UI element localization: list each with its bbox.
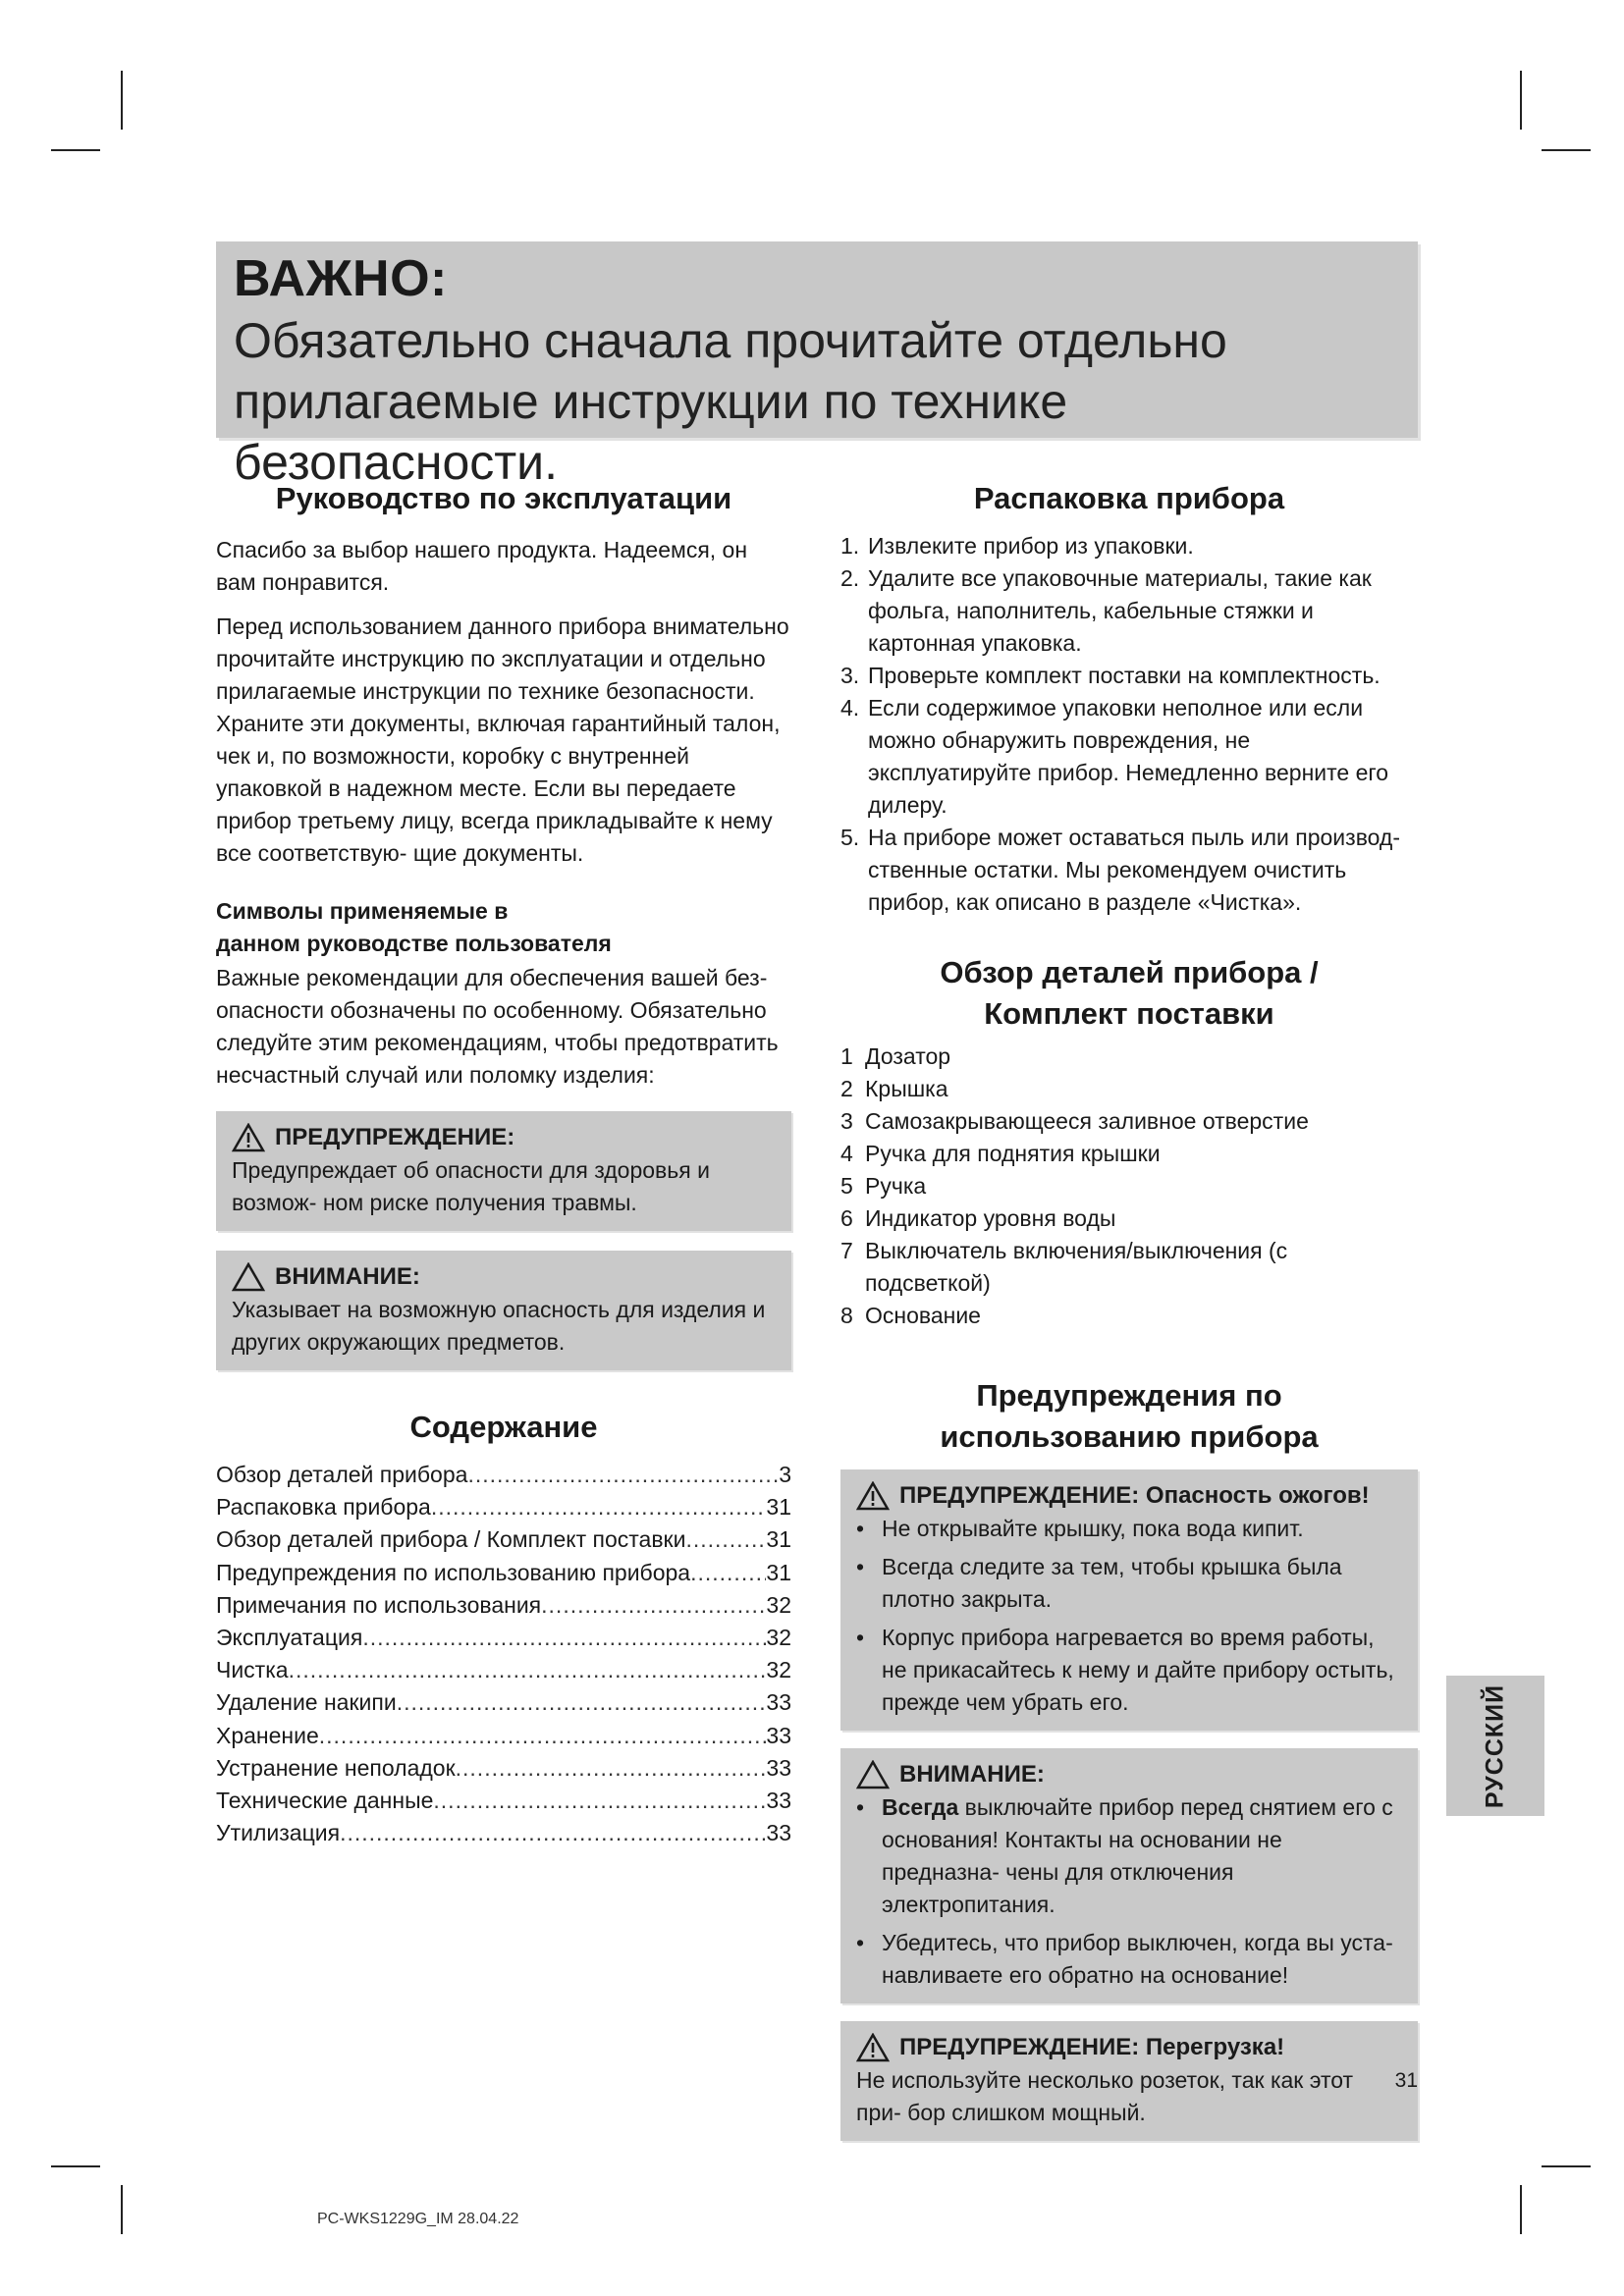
crop-mark (121, 71, 123, 130)
banner-text: Обязательно сначала прочитайте отдельно прилагаемые инструкции по технике безопасности. (234, 313, 1227, 490)
warning-triangle-icon (856, 2033, 890, 2062)
caution-triangle-icon (856, 1760, 890, 1789)
burn-warning-item: • Всегда следите за тем, чтобы крышка была плотно закрыта. (856, 1554, 1342, 1612)
parts-item: 6 Индикатор уровня воды (840, 1205, 1116, 1231)
symbols-title-line1: Символы применяемые в (216, 898, 509, 924)
overload-warning-text: Не используйте несколько розеток, так как этот при- бор слишком мощный. (856, 2067, 1354, 2125)
burn-warning-box (840, 1469, 1418, 1731)
parts-item: 5 Ручка (840, 1173, 927, 1199)
warning-symbol-text: Предупреждает об опасности для здоровья и возмож- ном риске получения травмы. (232, 1157, 710, 1215)
parts-item: 1 Дозатор (840, 1043, 951, 1069)
parts-item: 8 Основание (840, 1303, 981, 1328)
parts-item: 2 Крышка (840, 1076, 948, 1101)
toc-item: Обзор деталей прибора ..... 3 (216, 1459, 791, 1491)
caution-symbol-text: Указывает на возможную опасность для изделия и других окружающих предметов. (232, 1297, 766, 1355)
toc-item: Примечания по использования ..... 32 (216, 1589, 791, 1622)
symbols-text: Важные рекомендации для обеспечения вашей без- опасности обозначены по особенному. Обязательно следуйте этим рекомендациям, чтобы предотвратить несчастный случай или поломку изделия: (216, 965, 779, 1088)
unpacking-list (840, 530, 1418, 919)
unpacking-title: Распаковка прибора (973, 481, 1285, 515)
overload-warning-title: ПРЕДУПРЕЖДЕНИЕ: Перегрузка! (899, 2034, 1285, 2060)
usage-warnings-title-line1: Предупреждения по (976, 1378, 1282, 1413)
warning-triangle-icon (856, 1481, 890, 1511)
parts-list (840, 1041, 1418, 1332)
caution-symbol-box (216, 1251, 791, 1370)
toc-item: Чистка ..... 32 (216, 1654, 791, 1686)
toc-list (216, 1459, 791, 1849)
right-column (840, 481, 1418, 2141)
toc-item: Предупреждения по использованию прибора ..... 31 (216, 1557, 791, 1589)
toc-item: Обзор деталей прибора / Комплект поставки ..... 31 (216, 1523, 791, 1556)
crop-mark (1542, 2165, 1591, 2167)
caution-symbol-title: ВНИМАНИЕ: (275, 1263, 420, 1290)
toc-item: Распаковка прибора ..... 31 (216, 1491, 791, 1523)
left-column (216, 481, 791, 1849)
footer-doc-id: PC-WKS1229G_IM 28.04.22 (317, 2211, 519, 2227)
toc-item: Удаление накипи ..... 33 (216, 1686, 791, 1719)
crop-mark (51, 2165, 100, 2167)
warning-symbol-title: ПРЕДУПРЕЖДЕНИЕ: (275, 1124, 515, 1150)
toc-title: Содержание (409, 1410, 598, 1444)
manual-instructions: Перед использованием данного прибора внимательно прочитайте инструкцию по эксплуатации и отдельно прилагаемые инструкции по технике безопасности. Храните эти документы, включая гарантийный талон, чек и, по возможности, коробку с внутренней упаковкой в надежном месте. Если вы передаете прибор третьему лицу, всегда прикладывайте к нему все соответствую- щие документы. (216, 614, 789, 866)
toc-item: Хранение ..... 33 (216, 1720, 791, 1752)
overload-warning-box (840, 2021, 1418, 2141)
toc-item: Эксплуатация ..... 32 (216, 1622, 791, 1654)
crop-mark (1542, 149, 1591, 151)
burn-warning-item: • Корпус прибора нагревается во время работы, не прикасайтесь к нему и дайте прибору остыть, прежде чем убрать его. (856, 1625, 1394, 1715)
banner-title: ВАЖНО: (234, 250, 448, 307)
burn-warning-item: • Не открывайте крышку, пока вода кипит. (856, 1516, 1304, 1541)
manual-intro: Спасибо за выбор нашего продукта. Надеемся, он вам понравится. (216, 537, 748, 595)
language-label: РУССКИЙ (1481, 1683, 1509, 1808)
warning-symbol-box (216, 1111, 791, 1231)
unpacking-step: 4. Если содержимое упаковки неполное или если можно обнаружить повреждения, не эксплуатируйте прибор. Немедленно верните его дилеру. (840, 695, 1389, 818)
manual-title: Руководство по эксплуатации (275, 481, 732, 515)
toc-item: Устранение неполадок ..... 33 (216, 1752, 791, 1785)
parts-title-line2: Комплект поставки (984, 996, 1274, 1031)
unpacking-step: 1. Извлеките прибор из упаковки. (840, 533, 1194, 559)
unpacking-step: 3. Проверьте комплект поставки на комплектность. (840, 663, 1380, 688)
crop-mark (51, 149, 100, 151)
caution-triangle-icon (232, 1262, 265, 1292)
unpacking-step: 5. На приборе может оставаться пыль или производ- ственные остатки. Мы рекомендуем очистить прибор, как описано в разделе «Чистка». (840, 825, 1401, 915)
unpacking-step: 2. Удалите все упаковочные материалы, такие как фольга, наполнитель, кабельные стяжки и картонная упаковка. (840, 565, 1372, 656)
caution-box (840, 1748, 1418, 2003)
symbols-title-line2: данном руководстве пользователя (216, 931, 612, 956)
caution-item: • Всегда выключайте прибор перед снятием его с основания! Контакты на основании не предназна- чены для отключения электропитания. (856, 1794, 1393, 1917)
caution-item: • Убедитесь, что прибор выключен, когда вы уста- навливаете его обратно на основание! (856, 1930, 1393, 1988)
crop-mark (121, 2185, 123, 2234)
parts-item: 3 Самозакрывающееся заливное отверстие (840, 1108, 1309, 1134)
warning-triangle-icon (232, 1123, 265, 1152)
toc-item: Утилизация ..... 33 (216, 1817, 791, 1849)
language-side-tab (1446, 1676, 1544, 1816)
usage-warnings-title-line2: использованию прибора (940, 1419, 1319, 1454)
crop-mark (1520, 2185, 1522, 2234)
parts-item: 7 Выключатель включения/выключения (с подсветкой) (840, 1238, 1288, 1296)
crop-mark (1520, 71, 1522, 130)
parts-item: 4 Ручка для поднятия крышки (840, 1141, 1161, 1166)
page-number: 31 (1394, 2069, 1418, 2092)
important-banner (216, 241, 1418, 490)
toc-item: Технические данные ..... 33 (216, 1785, 791, 1817)
caution-title: ВНИМАНИЕ: (899, 1761, 1045, 1788)
parts-title-line1: Обзор деталей прибора / (940, 955, 1319, 989)
burn-warning-title: ПРЕДУПРЕЖДЕНИЕ: Опасность ожогов! (899, 1482, 1370, 1509)
